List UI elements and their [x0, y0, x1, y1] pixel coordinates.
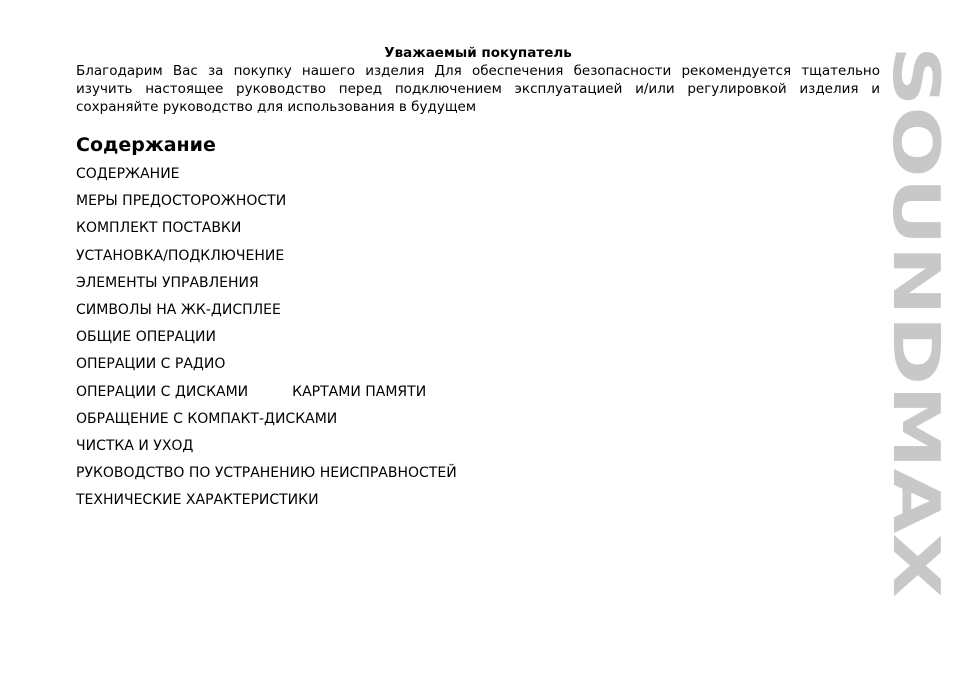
toc-item-troubleshooting: РУКОВОДСТВО ПО УСТРАНЕНИЮ НЕИСПРАВНОСТЕЙ — [76, 465, 457, 482]
greeting-title: Уважаемый покупатель — [384, 45, 572, 61]
toc-item-contents: СОДЕРЖАНИЕ — [76, 166, 180, 182]
soundmax-logo — [878, 46, 952, 598]
toc-item-safety: МЕРЫ ПРЕДОСТОРОЖНОСТИ — [76, 193, 287, 210]
toc-item-installation: УСТАНОВКА/ПОДКЛЮЧЕНИЕ — [76, 247, 285, 264]
toc-item-cleaning: ЧИСТКА И УХОД — [76, 437, 194, 454]
toc-item-disc-operations — [76, 383, 457, 410]
toc-item-memory-cards-label: КАРТАМИ ПАМЯТИ — [292, 383, 427, 400]
toc-item-lcd-symbols: СИМВОЛЫ НА ЖК-ДИСПЛЕЕ — [76, 301, 281, 318]
intro-paragraph: Благодарим Вас за покупку нашего изделия Для обеспечения безопасности рекомендуется тщательно изучить настоящее руководство перед подключением эксплуатацией и/или регулировкой изделия и сохраняйте руководство для использования в будущем — [76, 63, 880, 115]
toc-item-specifications: ТЕХНИЧЕСКИЕ ХАРАКТЕРИСТИКИ — [76, 492, 319, 509]
toc-item-disc-label: ОПЕРАЦИИ С ДИСКАМИ — [76, 383, 249, 400]
toc-heading: Содержание — [76, 134, 216, 156]
toc-item-cd-handling: ОБРАЩЕНИЕ С КОМПАКТ-ДИСКАМИ — [76, 410, 338, 427]
toc-item-general-operations: ОБЩИЕ ОПЕРАЦИИ — [76, 329, 216, 346]
toc-item-package: КОМПЛЕКТ ПОСТАВКИ — [76, 220, 242, 237]
toc-item-radio-operations: ОПЕРАЦИИ С РАДИО — [76, 356, 226, 373]
logo-text: SOUNDMAX — [878, 46, 952, 468]
toc-item-controls: ЭЛЕМЕНТЫ УПРАВЛЕНИЯ — [76, 274, 259, 291]
toc-list — [76, 165, 457, 518]
